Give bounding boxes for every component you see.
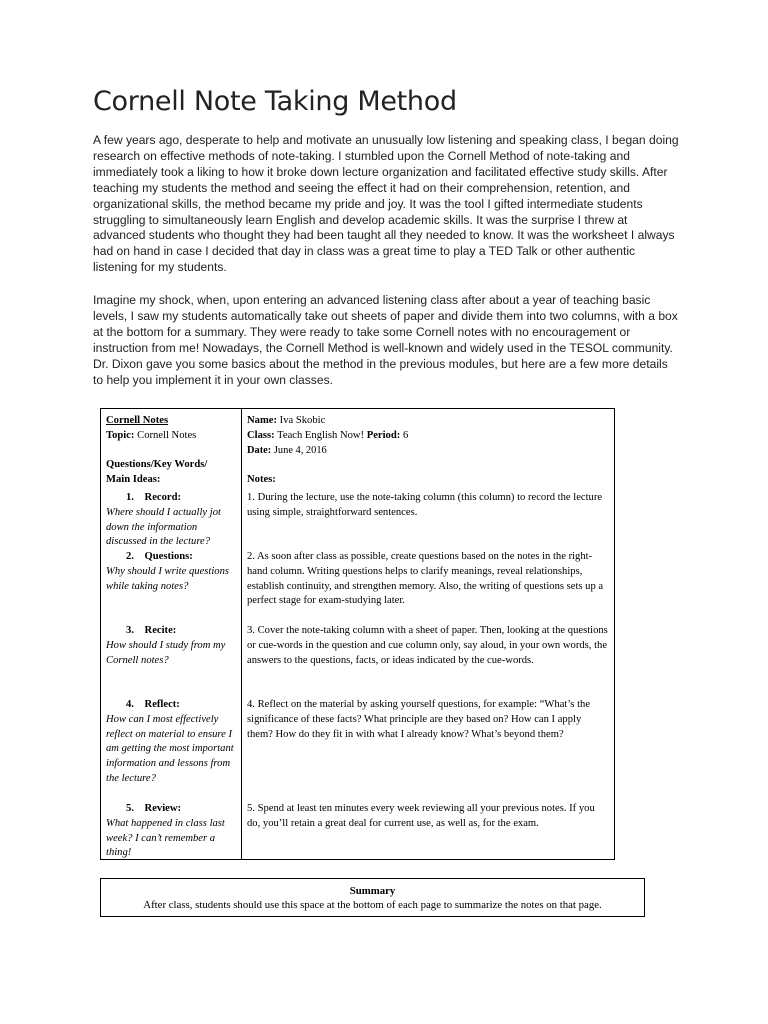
page-title: Cornell Note Taking Method	[93, 86, 457, 117]
cornell-notes-worksheet	[100, 408, 615, 860]
name-label: Name:	[247, 415, 278, 426]
intro-paragraph: A few years ago, desperate to help and motivate an unusually low listening and speaking class, I began doing research on effective methods of note-taking. I stumbled upon the Cornell Method of note-taking and immediately took a liking to how it broke down lecture organization and facilitated effective study skills. After teaching my students the method and seeing the effect it had on their comprehension, retention, and organizational skills, the method became my pride and joy. It was the tool I gifted intermediate students struggling to simultaneously learn English and develop academic skills. It was the surprise I threw at advanced students who thought they had been taught all they needed to know. It was the worksheet I always had on hand in case I decided that day in class was a great time to play a TED Talk or other authentic listening for my students.	[93, 133, 679, 275]
step-question: Why should I write questions while taking notes?	[106, 565, 229, 592]
step-question: Where should I actually jot down the information discussed in the lecture?	[106, 506, 221, 548]
topic-value: Cornell Notes	[137, 430, 197, 441]
period-label: Period:	[366, 430, 401, 441]
column-divider	[241, 409, 242, 859]
period-value: 6	[402, 430, 409, 441]
step-heading: 4. Reflect:	[126, 699, 180, 710]
step-question: How can I most effectively reflect on material to ensure I am getting the most important information and lessons from the lecture?	[106, 713, 234, 784]
note-record: 1. During the lecture, use the note-taking column (this column) to record the lecture using simple, straightforward sentences.	[247, 492, 603, 518]
cue-item-review	[106, 802, 240, 861]
note-review: 5. Spend at least ten minutes every week reviewing all your previous notes. If you do, you’ll retain a great deal for current use, as well as, for the exam.	[247, 803, 595, 829]
note-recite: 3. Cover the note-taking column with a sheet of paper. Then, looking at the questions or cue-words in the question and cue column only, say aloud, in your own words, the answers to the questions, facts, or ideas indicated by the cue-words.	[247, 625, 608, 666]
summary-box	[100, 878, 645, 917]
cue-heading-1: Questions/Key Words/	[106, 459, 208, 470]
step-heading: 2. Questions:	[126, 551, 193, 562]
topic-label: Topic:	[106, 430, 135, 441]
cue-item-recite	[106, 624, 240, 668]
note-questions: 2. As soon after class as possible, create questions based on the notes in the right-hand column. Writing questions helps to clarify meanings, reveal relationships, establish continuity, and strengthen memory. Also, the writing of questions sets up a perfect stage for exam-studying later.	[247, 551, 604, 607]
step-heading: 1. Record:	[126, 492, 182, 503]
step-heading: 5. Review:	[126, 803, 182, 814]
class-value: Teach English Now!	[277, 430, 365, 441]
cue-item-questions	[106, 550, 240, 594]
second-paragraph: Imagine my shock, when, upon entering an advanced listening class after about a year of teaching basic levels, I saw my students automatically take out sheets of paper and divide them into two columns, with a box at the bottom for a summary. They were ready to take some Cornell notes with no encouragement or instruction from me! Nowadays, the Cornell Method is well-known and widely used in the TESOL community. Dr. Dixon gave you some basics about the method in the previous modules, but here are a few more details to help you implement it in your own classes.	[93, 293, 678, 387]
summary-text: After class, students should use this space at the bottom of each page to summarize the notes on that page.	[143, 899, 602, 911]
cue-item-record	[106, 491, 240, 550]
date-label: Date:	[247, 445, 272, 456]
step-heading: 3. Recite:	[126, 625, 177, 636]
date-value: June 4, 2016	[273, 445, 327, 456]
cue-item-reflect	[106, 698, 240, 787]
step-question: How should I study from my Cornell notes?	[106, 639, 226, 666]
step-question: What happened in class last week? I can’t remember a thing!	[106, 817, 225, 859]
cue-heading-2: Main Ideas:	[106, 474, 161, 485]
note-reflect: 4. Reflect on the material by asking yourself questions, for example: “What’s the significance of these facts? What principle are they based on? How can I apply them? How do they fit in with what I already know? What’s beyond them?	[247, 699, 591, 740]
class-label: Class:	[247, 430, 275, 441]
notes-heading: Notes:	[247, 474, 276, 485]
worksheet-title: Cornell Notes	[106, 415, 169, 426]
summary-heading: Summary	[349, 885, 396, 897]
name-value: Iva Skobic	[279, 415, 326, 426]
